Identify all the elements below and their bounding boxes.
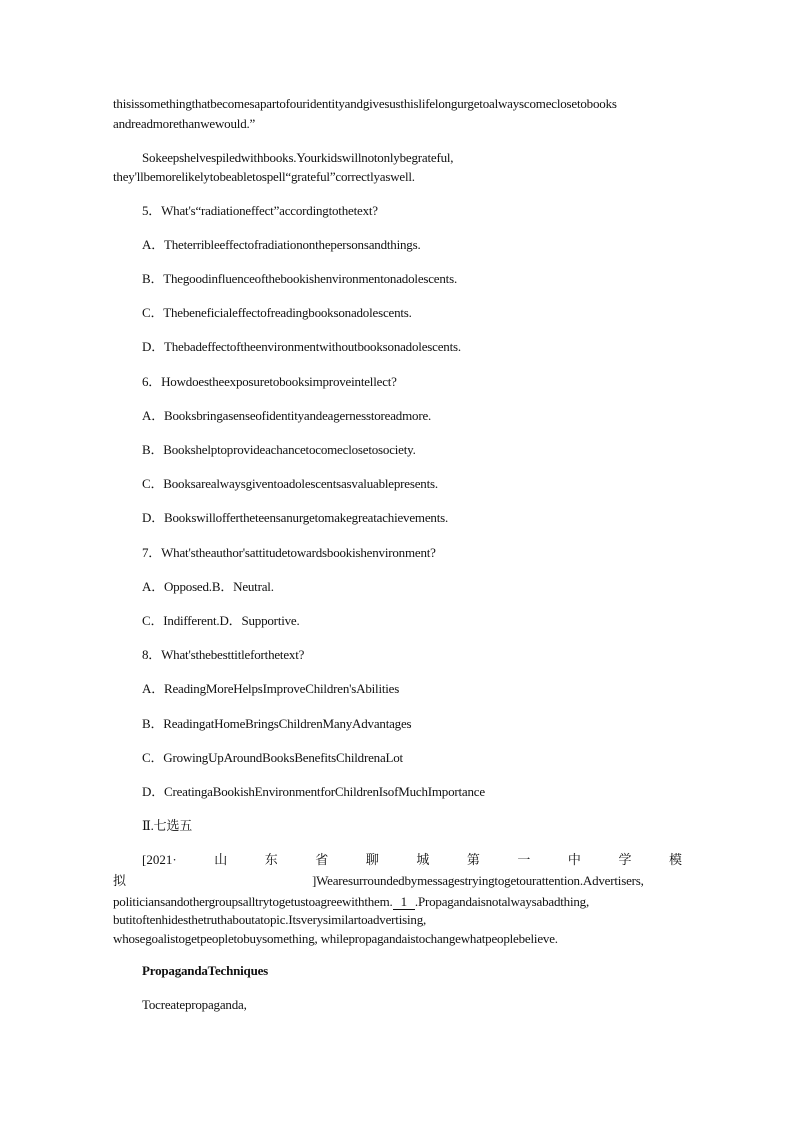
source-char: [2021· — [142, 852, 177, 867]
question-7-stem: 7．What'stheauthor'sattitudetowardsbookishenvironment? — [142, 545, 436, 560]
question-5-stem: 5．What's“radiationeffect”accordingtothetext? — [142, 203, 378, 218]
question-5-option-a: A．Theterribleeffectofradiationonthepersonsandthings. — [142, 237, 421, 252]
source-char: 省 — [315, 852, 329, 867]
source-char: 第 — [466, 852, 480, 867]
paragraph-line-2: they'llbemorelikelytobeabletospell“grateful”correctlyaswell. — [113, 169, 415, 184]
question-8-option-b: B．ReadingatHomeBringsChildrenManyAdvantages — [142, 716, 412, 731]
question-8-stem: 8．What'sthebesttitleforthetext? — [142, 647, 305, 662]
source-line — [142, 852, 682, 868]
question-6-stem: 6．Howdoestheexposuretobooksimproveintellect? — [142, 374, 397, 389]
question-5-option-c: C．Thebeneficialeffectofreadingbooksonadolescents. — [142, 305, 412, 320]
passage-line-2: ]Wearesurroundedbymessagestryingtogetourattention.Advertisers, — [312, 873, 644, 888]
question-8-option-a: A．ReadingMoreHelpsImproveChildren'sAbilities — [142, 681, 400, 696]
question-8-option-c: C．GrowingUpAroundBooksBenefitsChildrenaLot — [142, 750, 403, 765]
quote-line-1: thisissomethingthatbecomesapartofouridentityandgivesusthislifelongurgetoalwayscomeclosetobooks — [113, 96, 617, 111]
question-8-option-d: D．CreatingaBookishEnvironmentforChildrenIsofMuchImportance — [142, 784, 485, 799]
subheading: PropagandaTechniques — [142, 963, 269, 978]
passage-line-3 — [113, 894, 589, 910]
source-char: 学 — [618, 852, 632, 867]
question-6-option-a: A．Booksbringasenseofidentityandeagernesstoreadmore. — [142, 408, 432, 423]
source-char: 模 — [668, 852, 682, 867]
source-char: 山 — [214, 852, 228, 867]
question-5-option-b: B．Thegoodinfluenceofthebookishenvironmentonadolescents. — [142, 271, 458, 286]
passage-line-4: butitoftenhidesthetruthaboutatopic.Itsverysimilartoadvertising, — [113, 912, 427, 927]
section-heading: Ⅱ.七选五 — [142, 818, 193, 833]
passage-line-3-suffix: .Propagandaisnotalwaysabadthing, — [414, 894, 590, 909]
question-5-option-d: D．Thebadeffectoftheenvironmentwithoutbooksonadolescents. — [142, 339, 461, 354]
passage-line-2-prefix: 拟 — [113, 873, 126, 888]
source-char: 中 — [567, 852, 581, 867]
source-char: 东 — [264, 852, 278, 867]
passage-line-3-prefix: politiciansandothergroupsalltrytogetustoagreewiththem. — [113, 894, 393, 909]
quote-line-2: andreadmorethanwewould.” — [113, 116, 256, 131]
question-7-options-cd: C．Indifferent.D．Supportive. — [142, 613, 300, 628]
last-line: Tocreatepropaganda, — [142, 997, 247, 1012]
source-char: 城 — [416, 852, 430, 867]
source-char: 一 — [517, 852, 531, 867]
blank-1: 1 — [393, 895, 415, 910]
source-char: 聊 — [365, 852, 379, 867]
passage-line-5: whosegoalistogetpeopletobuysomething, whilepropagandaistochangewhatpeoplebelieve. — [113, 931, 558, 946]
question-6-option-d: D．Bookswilloffertheteensanurgetomakegreatachievements. — [142, 510, 449, 525]
paragraph-line-1: Sokeepshelvespiledwithbooks.Yourkidswillnotonlybegrateful, — [142, 150, 454, 165]
question-6-option-c: C．Booksarealwaysgiventoadolescentsasvaluablepresents. — [142, 476, 438, 491]
question-7-options-ab: A．Opposed.B．Neutral. — [142, 579, 274, 594]
question-6-option-b: B．Bookshelptoprovideachancetocomeclosetosociety. — [142, 442, 416, 457]
